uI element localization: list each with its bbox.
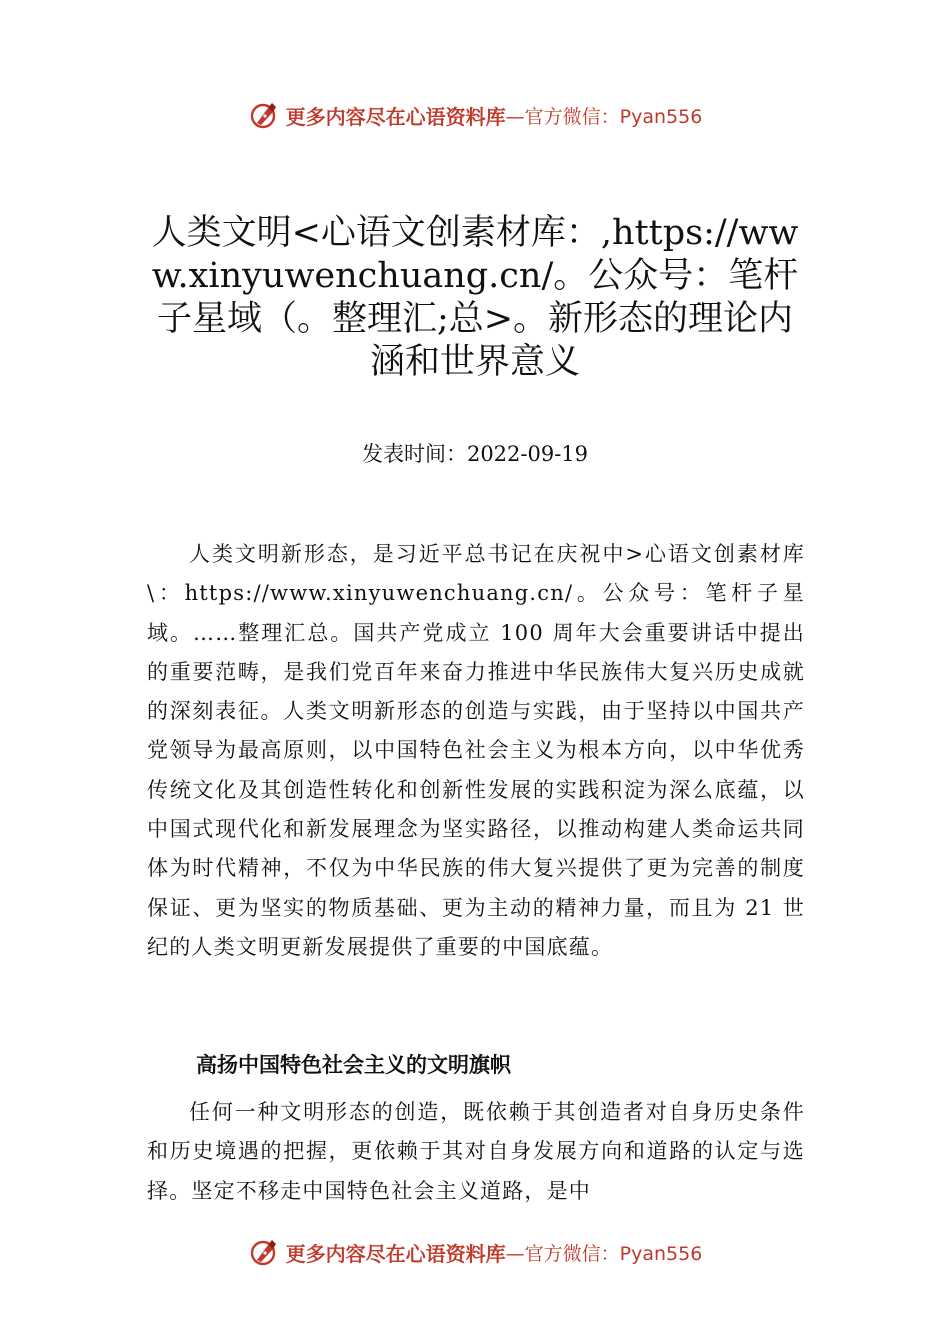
header-banner (0, 95, 950, 135)
banner-main-text: 更多内容尽在心语资料库 (285, 104, 506, 129)
body-paragraph: 任何一种文明形态的创造，既依赖于其创造者对自身历史条件和历史境遇的把握，更依赖于其对自身发展方向和道路的认定与选择。坚定不移走中国特色社会主义道路，是中 (147, 1100, 805, 1203)
banner-wechat-text: —官方微信：Pyan556 (505, 1242, 703, 1265)
pen-nib-circle-icon (248, 99, 280, 131)
footer-banner (0, 1232, 950, 1272)
banner-main-text: 更多内容尽在心语资料库 (285, 1241, 506, 1266)
pen-nib-circle-icon (248, 1236, 280, 1268)
body-paragraph: 人类文明新形态，是习近平总书记在庆祝中>心语文创素材库\：https://www.xinyuwenchuang.cn/。公众号：笔杆子星域。……整理汇总。国共产党成立 100 周年大会重要讲话中提出的重要范畴，是我们党百年来奋力推进中华民族伟大复兴历史成就的深刻表征。人类文明新形态的创造与实践，由于坚持以中国共产党领导为最高原则，以中国特色社会主义为根本方向，以中华优秀传统文化及其创造性转化和创新性发展的实践积淀为深么底蕴，以中国式现代化和新发展理念为坚实路径，以推动构建人类命运共同体为时代精神，不仅为中华民族的伟大复兴提供了更为完善的制度保证、更为坚实的物质基础、更为主动的精神力量，而且为 21 世纪的人类文明更新发展提供了重要的中国底蕴。 (147, 542, 805, 959)
publish-date: 发表时间：2022-09-19 (361, 442, 589, 466)
document-title: 人类文明<心语文创素材库：,https://www.xinyuwenchuang.cn/。公众号：笔杆子星域（。整理汇;总>。新形态的理论内涵和世界意义 (151, 213, 799, 382)
section-heading: 高扬中国特色社会主义的文明旗帜 (196, 1053, 511, 1077)
banner-wechat-text: —官方微信：Pyan556 (505, 105, 703, 128)
